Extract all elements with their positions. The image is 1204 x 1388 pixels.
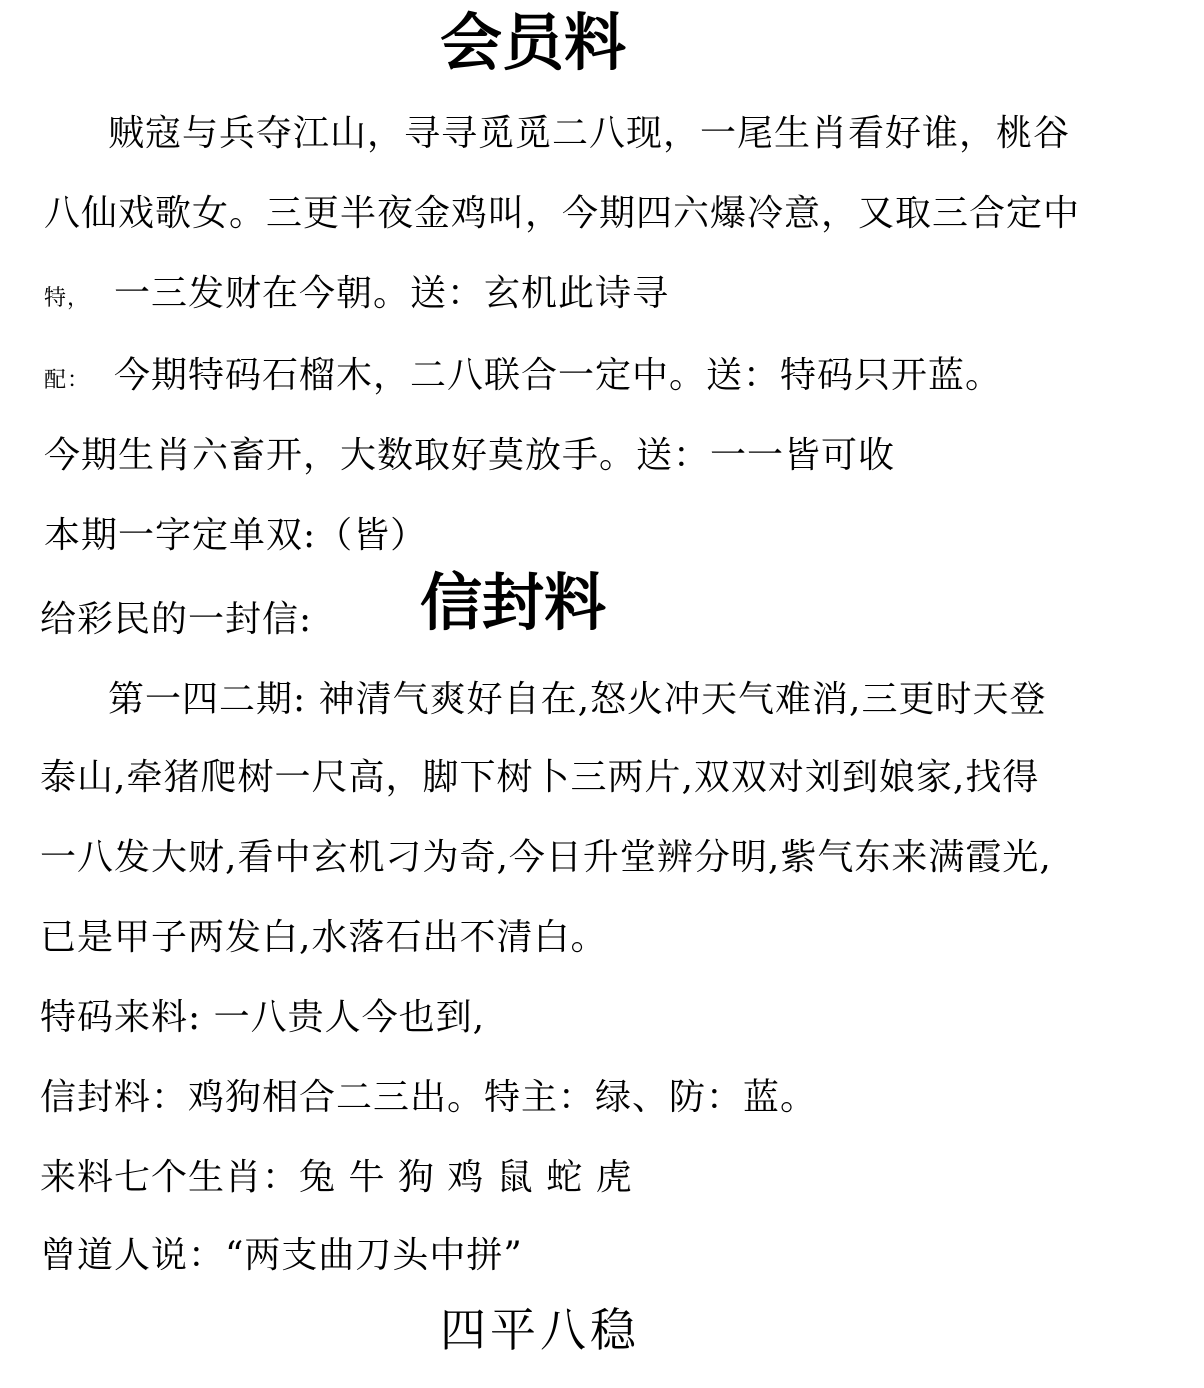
zodiac-line: 今期生肖六畜开，大数取好莫放手。送：一一皆可收 xyxy=(44,435,896,476)
poem-line-3 xyxy=(44,272,669,321)
envelope-material-line: 信封料：鸡狗相合二三出。特主：绿、防：蓝。 xyxy=(40,1077,818,1118)
seven-zodiac-line: 来料七个生肖：兔 牛 狗 鸡 鼠 蛇 虎 xyxy=(40,1157,633,1198)
envelope-line-4: 已是甲子两发白,水落石出不清白。 xyxy=(40,917,608,958)
envelope-line-2: 泰山,牵猪爬树一尺高，脚下树卜三两片,双双对刘到娘家,找得 xyxy=(40,757,1040,798)
title-member-material: 会员料 xyxy=(440,6,627,79)
poem-line-1: 贼寇与兵夺江山，寻寻觅觅二八现，一尾生肖看好谁，桃谷 xyxy=(108,113,1071,154)
label-match: 配： xyxy=(44,368,91,393)
envelope-line-1: 第一四二期: 神清气爽好自在,怒火冲天气难消,三更时天登 xyxy=(108,679,1047,720)
poem-line-3-text: 一三发财在今朝。送：玄机此诗寻 xyxy=(114,273,670,314)
letter-label: 给彩民的一封信: xyxy=(40,599,313,640)
match-line xyxy=(44,354,1002,403)
envelope-line-3: 一八发大财,看中玄机刁为奇,今日升堂辨分明,紫气东来满霞光, xyxy=(40,837,1052,878)
match-line-text: 今期特码石榴木，二八联合一定中。送：特码只开蓝。 xyxy=(114,355,1003,396)
odd-even-line: 本期一字定单双:（皆） xyxy=(44,515,428,556)
special-code-line: 特码来料: 一八贵人今也到, xyxy=(40,997,486,1038)
title-four-stable: 四平八稳 xyxy=(440,1303,640,1357)
title-envelope-material: 信封料 xyxy=(420,566,607,639)
poem-line-2: 八仙戏歌女。三更半夜金鸡叫，今期四六爆冷意，又取三合定中 xyxy=(44,193,1081,234)
taoist-saying-line: 曾道人说：“两支曲刀头中拼” xyxy=(40,1235,523,1276)
label-special: 特， xyxy=(44,286,91,311)
